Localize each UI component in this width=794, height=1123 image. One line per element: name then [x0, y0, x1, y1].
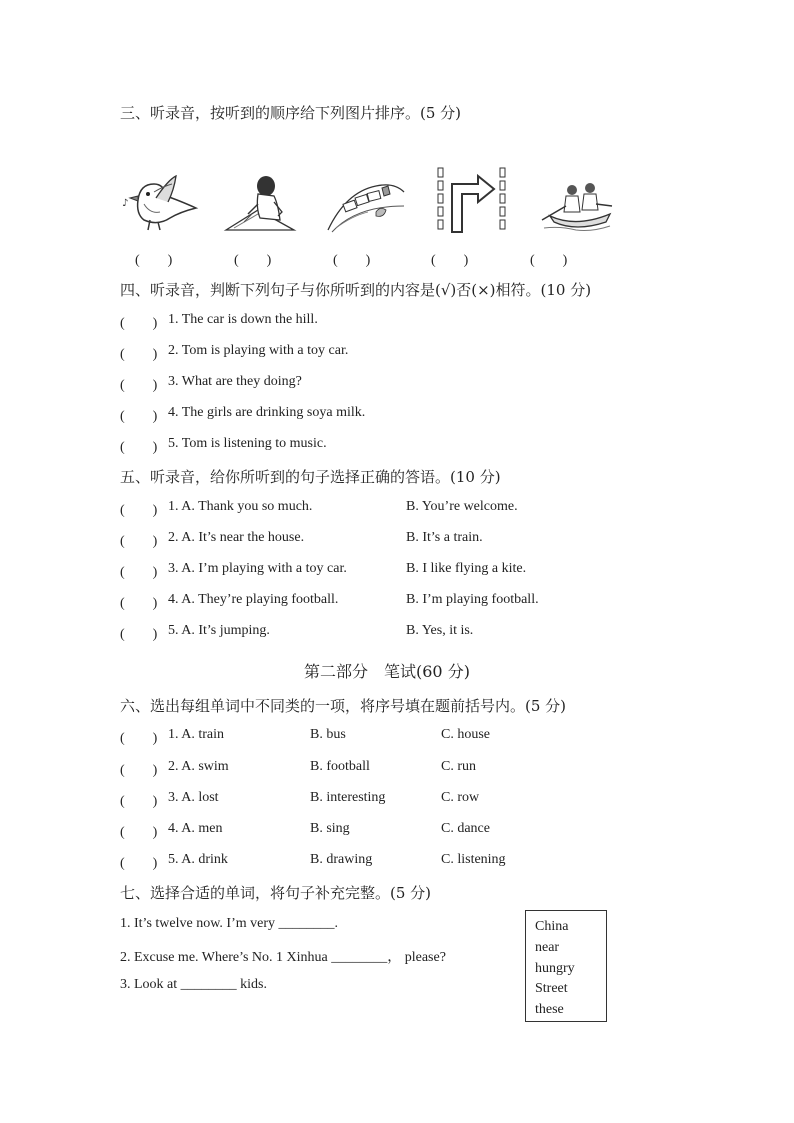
picture-answer-blank-5[interactable]: ( ) [530, 253, 568, 268]
response-option-b-4: B. I’m playing football. [406, 592, 539, 607]
picture-answer-blank-4[interactable]: ( ) [431, 253, 469, 268]
fill-sentence-3: 3. Look at ________ kids. [120, 977, 267, 992]
fill-sentence-1: 1. It’s twelve now. I’m very ________. [120, 916, 338, 931]
judge-blank-5[interactable]: ( ) [120, 440, 158, 455]
odd-one-option-a-2: 2. A. swim [168, 759, 229, 774]
judge-blank-2[interactable]: ( ) [120, 347, 158, 362]
bird-icon [120, 170, 200, 236]
odd-one-blank-1[interactable]: ( ) [120, 731, 158, 746]
judge-sentence-3: 3. What are they doing? [168, 374, 302, 389]
odd-one-blank-2[interactable]: ( ) [120, 763, 158, 778]
response-option-a-3: 3. A. I’m playing with a toy car. [168, 561, 347, 576]
judge-sentence-4: 4. The girls are drinking soya milk. [168, 405, 366, 420]
judge-blank-3[interactable]: ( ) [120, 378, 158, 393]
odd-one-blank-5[interactable]: ( ) [120, 856, 158, 871]
word-bank-item: these [535, 1002, 564, 1018]
odd-one-option-b-3: B. interesting [310, 790, 386, 805]
odd-one-option-a-5: 5. A. drink [168, 852, 228, 867]
section7-title: 七、选择合适的单词，将句子补充完整。(5 分) [120, 884, 432, 902]
response-option-a-4: 4. A. They’re playing football. [168, 592, 339, 607]
fill-sentence-2: 2. Excuse me. Where’s No. 1 Xinhua ________， please? [120, 950, 446, 965]
judge-sentence-2: 2. Tom is playing with a toy car. [168, 343, 349, 358]
judge-sentence-1: 1. The car is down the hill. [168, 312, 318, 327]
word-bank-item: hungry [535, 960, 575, 976]
word-bank-item: Street [535, 981, 568, 997]
response-blank-5[interactable]: ( ) [120, 627, 158, 642]
word-bank-box [525, 910, 607, 1022]
odd-one-option-c-1: C. house [441, 727, 490, 742]
odd-one-option-a-3: 3. A. lost [168, 790, 219, 805]
section5-title: 五、听录音，给你所听到的句子选择正确的答语。(10 分) [120, 468, 501, 486]
turn-right-sign-icon [434, 166, 510, 234]
odd-one-option-c-3: C. row [441, 790, 480, 805]
section3-title: 三、听录音，按听到的顺序给下列图片排序。(5 分) [120, 104, 462, 122]
response-option-b-3: B. I like flying a kite. [406, 561, 527, 576]
rowing-boat-icon [540, 176, 614, 234]
part2-title: 第二部分 笔试(60 分) [304, 662, 470, 681]
judge-sentence-5: 5. Tom is listening to music. [168, 436, 327, 451]
odd-one-option-b-1: B. bus [310, 727, 346, 742]
svg-text:♪: ♪ [122, 198, 129, 209]
section6-title: 六、选出每组单词中不同类的一项，将序号填在题前括号内。(5 分) [120, 697, 567, 715]
picture-answer-blank-2[interactable]: ( ) [234, 253, 272, 268]
girl-drawing-icon [222, 170, 298, 236]
odd-one-option-a-4: 4. A. men [168, 821, 223, 836]
picture-answer-blank-1[interactable]: ( ) [135, 253, 173, 268]
response-option-b-2: B. It’s a train. [406, 530, 483, 545]
picture-answer-blank-3[interactable]: ( ) [333, 253, 371, 268]
train-on-hill-icon [326, 172, 406, 234]
judge-blank-4[interactable]: ( ) [120, 409, 158, 424]
response-option-a-2: 2. A. It’s near the house. [168, 530, 305, 545]
response-option-a-1: 1. A. Thank you so much. [168, 499, 313, 514]
odd-one-option-c-5: C. listening [441, 852, 506, 867]
odd-one-option-a-1: 1. A. train [168, 727, 224, 742]
response-option-b-1: B. You’re welcome. [406, 499, 518, 514]
response-blank-4[interactable]: ( ) [120, 596, 158, 611]
odd-one-option-b-5: B. drawing [310, 852, 373, 867]
response-option-b-5: B. Yes, it is. [406, 623, 474, 638]
response-blank-3[interactable]: ( ) [120, 565, 158, 580]
odd-one-option-b-2: B. football [310, 759, 370, 774]
word-bank-item: near [535, 939, 560, 955]
odd-one-option-c-2: C. run [441, 759, 476, 774]
response-blank-1[interactable]: ( ) [120, 503, 158, 518]
odd-one-option-b-4: B. sing [310, 821, 350, 836]
odd-one-blank-3[interactable]: ( ) [120, 794, 158, 809]
word-bank-item: China [535, 919, 569, 934]
judge-blank-1[interactable]: ( ) [120, 316, 158, 331]
section4-title: 四、听录音，判断下列句子与你所听到的内容是(√)否(×)相符。(10 分) [120, 281, 592, 299]
response-blank-2[interactable]: ( ) [120, 534, 158, 549]
odd-one-blank-4[interactable]: ( ) [120, 825, 158, 840]
odd-one-option-c-4: C. dance [441, 821, 490, 836]
response-option-a-5: 5. A. It’s jumping. [168, 623, 270, 638]
